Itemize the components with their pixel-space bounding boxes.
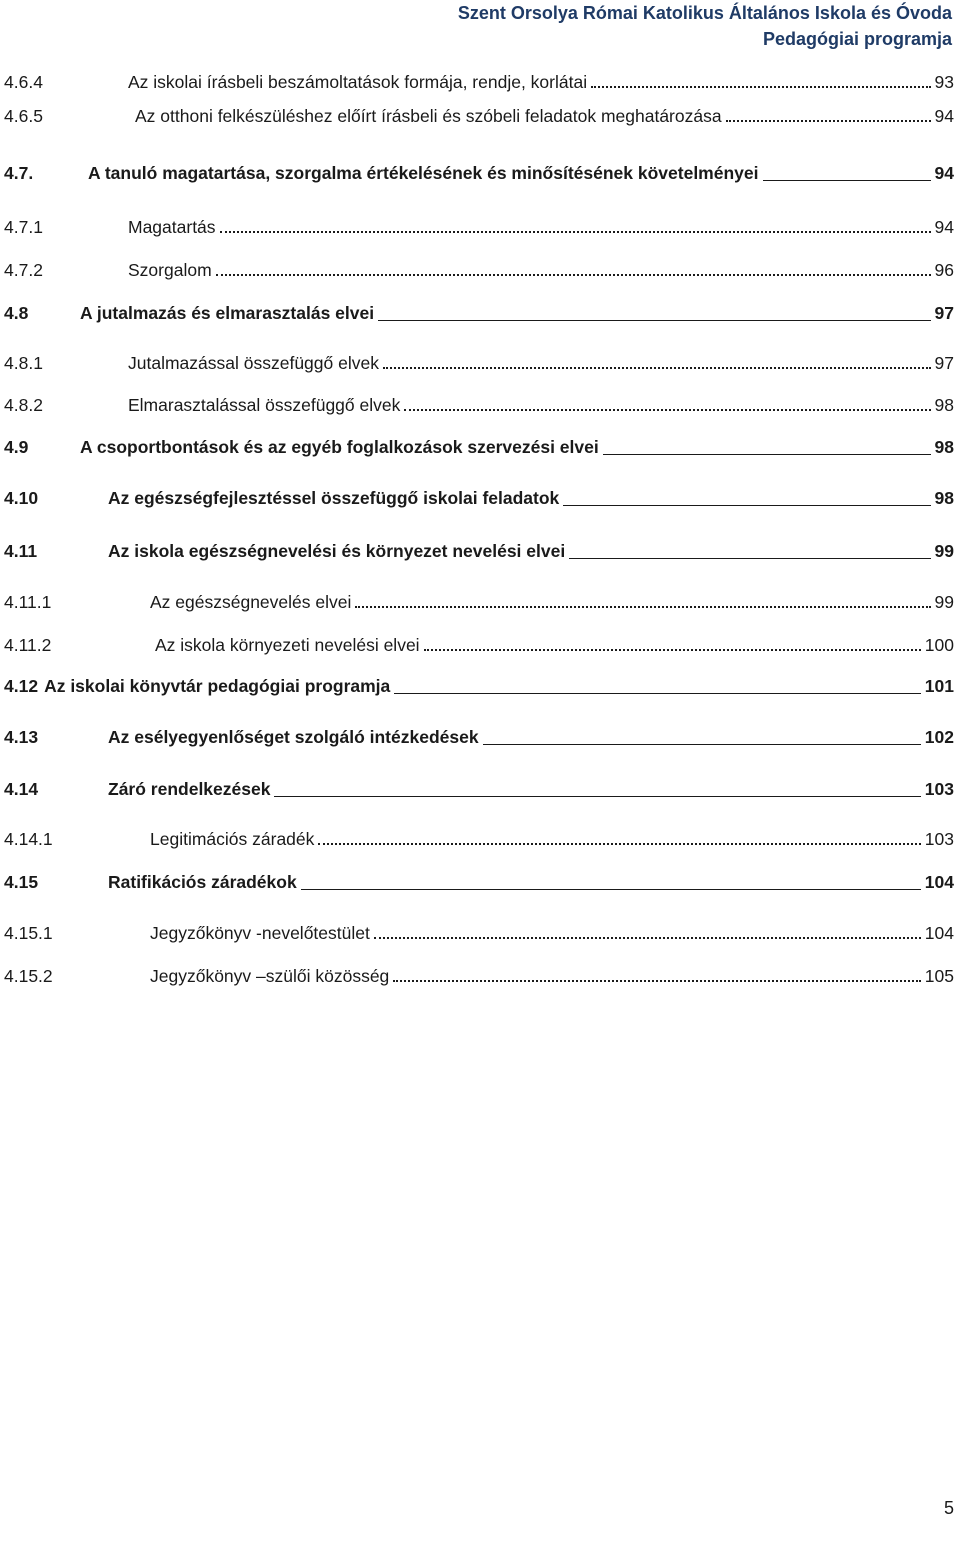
toc-entry-number: 4.7.1 [4,217,43,237]
toc-entry[interactable] [4,430,954,458]
toc-entry[interactable] [4,65,954,93]
page-header [458,0,952,52]
toc-entry-page: 97 [934,353,954,373]
toc-entry[interactable] [4,346,954,374]
toc-entry-title: Az egészségfejlesztéssel összefüggő iskolai feladatok [108,488,560,508]
toc-entry-number: 4.11.2 [4,635,52,655]
toc-entry[interactable] [4,388,954,416]
toc-entry[interactable] [4,253,954,281]
toc-leader-dots [393,980,921,982]
toc-leader-line [394,693,921,694]
toc-entry-page: 104 [924,923,954,943]
toc-entry[interactable] [4,772,954,800]
toc-entry-page: 98 [934,395,954,415]
toc-leader-dots [424,649,921,651]
toc-entry[interactable] [4,959,954,987]
toc-leader-dots [355,606,930,608]
toc-entry-number: 4.15.1 [4,923,53,943]
toc-leader-dots [318,843,920,845]
toc-entry[interactable] [4,865,954,893]
toc-entry-page: 94 [934,163,954,183]
toc-entry-number: 4.15.2 [4,966,53,986]
toc-entry-page: 104 [924,872,954,892]
toc-entry-title: Magatartás [128,217,216,237]
toc-entry-page: 98 [934,437,954,457]
toc-entry-page: 93 [934,72,954,92]
toc-entry-title: Az iskolai írásbeli beszámoltatások formája, rendje, korlátai [128,72,588,92]
toc-entry-title: Az egészségnevelés elvei [150,592,352,612]
toc-leader-line [483,744,921,745]
toc-entry-number: 4.8.1 [4,353,43,373]
toc-entry-title: Az iskola környezeti nevelési elvei [155,635,420,655]
toc-entry-number: 4.12 [4,676,39,696]
toc-entry-page: 98 [934,488,954,508]
toc-entry[interactable] [4,210,954,238]
toc-entry-title: Ratifikációs záradékok [108,872,297,892]
toc-entry[interactable] [4,916,954,944]
toc-entry[interactable] [4,585,954,613]
toc-entry-number: 4.6.4 [4,72,43,92]
toc-entry-number: 4.8 [4,303,29,323]
toc-entry-title: A csoportbontások és az egyéb foglalkozások szervezési elvei [80,437,599,457]
toc-leader-dots [726,120,931,122]
toc-entry-number: 4.14.1 [4,829,53,849]
toc-entry[interactable] [4,99,954,127]
toc-entry-title: Jegyzőkönyv –szülői közösség [150,966,390,986]
toc-entry-title: Az iskolai könyvtár pedagógiai programja [44,676,391,696]
toc-leader-line [569,558,930,559]
toc-entry-title: A jutalmazás és elmarasztalás elvei [80,303,375,323]
page-number: 5 [943,1498,954,1518]
toc-entry-page: 94 [934,217,954,237]
toc-entry-page: 96 [934,260,954,280]
toc-entry-title: A tanuló magatartása, szorgalma értékelésének és minősítésének követelményei [88,163,759,183]
toc-entry-title: Szorgalom [128,260,212,280]
toc-entry-title: Jutalmazással összefüggő elvek [128,353,379,373]
toc-entry-page: 101 [924,676,954,696]
toc-entry-number: 4.9 [4,437,29,457]
toc-entry-page: 100 [924,635,954,655]
toc-leader-dots [216,274,931,276]
toc-leader-line [301,889,921,890]
toc-entry[interactable] [4,534,954,562]
toc-leader-dots [591,86,930,88]
toc-leader-dots [383,367,931,369]
toc-entry[interactable] [4,822,954,850]
toc-entry-page: 99 [934,541,954,561]
toc-leader-line [603,454,931,455]
toc-entry[interactable] [4,156,954,184]
toc-entry-number: 4.14 [4,779,39,799]
toc-entry[interactable] [4,296,954,324]
toc-entry-page: 103 [924,779,954,799]
toc-entry-page: 103 [924,829,954,849]
toc-entry-title: Az iskola egészségnevelési és környezet nevelési elvei [108,541,566,561]
toc-entry-number: 4.11 [4,541,38,561]
toc-leader-line [378,320,930,321]
toc-entry-page: 94 [934,106,954,126]
school-name: Szent Orsolya Római Katolikus Általános Iskola és Óvoda [457,3,952,23]
toc-entry-title: Az otthoni felkészüléshez előírt írásbeli és szóbeli feladatok meghatározása [135,106,722,126]
toc-entry-number: 4.13 [4,727,39,747]
toc-entry-number: 4.8.2 [4,395,43,415]
toc-entry-title: Elmarasztalással összefüggő elvek [128,395,401,415]
toc-entry-page: 97 [934,303,954,323]
toc-entry-page: 102 [924,727,954,747]
toc-entry-number: 4.6.5 [4,106,43,126]
toc-entry[interactable] [4,481,954,509]
document-title: Pedagógiai programja [762,29,952,49]
toc-leader-line [563,505,930,506]
toc-entry-number: 4.7. [4,163,34,183]
toc-entry-page: 99 [934,592,954,612]
toc-entry-number: 4.7.2 [4,260,43,280]
toc-entry-number: 4.10 [4,488,39,508]
toc-leader-dots [374,937,921,939]
toc-entry-title: Az esélyegyenlőséget szolgáló intézkedések [108,727,479,747]
toc-leader-dots [220,231,931,233]
toc-entry[interactable] [4,669,954,697]
toc-entry-number: 4.11.1 [4,592,52,612]
toc-entry-title: Záró rendelkezések [108,779,271,799]
toc-leader-line [274,796,920,797]
toc-entry[interactable] [4,720,954,748]
toc-leader-line [763,180,931,181]
toc-entry-title: Legitimációs záradék [150,829,315,849]
toc-entry-title: Jegyzőkönyv -nevelőtestület [150,923,370,943]
toc-entry-page: 105 [924,966,954,986]
toc-leader-dots [404,409,930,411]
toc-entry[interactable] [4,628,954,656]
toc-entry-number: 4.15 [4,872,39,892]
